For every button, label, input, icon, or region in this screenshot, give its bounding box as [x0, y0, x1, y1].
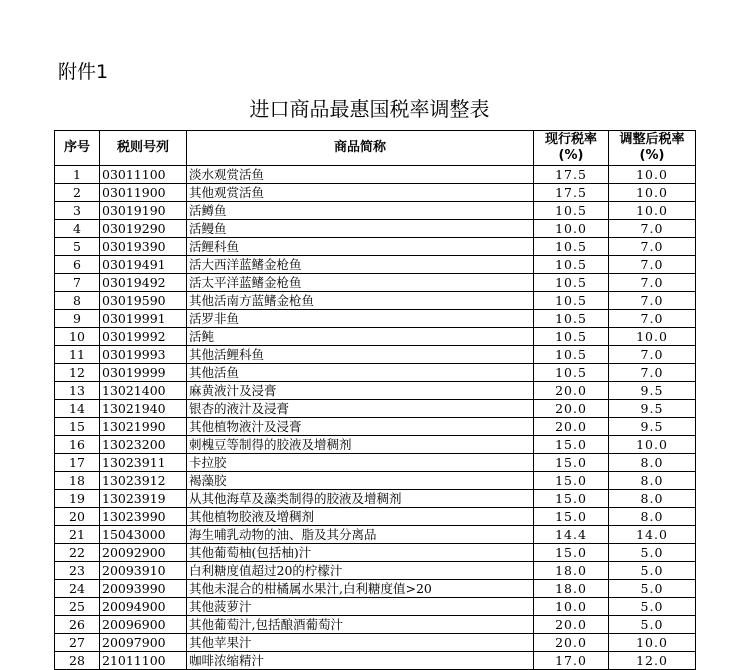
- row-seq: 3: [55, 202, 100, 220]
- attachment-label: 附件1: [58, 61, 109, 83]
- row-name: 其他菠萝汁: [187, 598, 534, 616]
- table-row: [55, 274, 696, 292]
- row-seq: 28: [55, 652, 100, 670]
- row-name: 其他葡萄柚(包括柚)汁: [187, 544, 534, 562]
- row-adjusted-rate: 8.0: [609, 472, 696, 490]
- row-name: 活鲀: [187, 328, 534, 346]
- table-row: [55, 256, 696, 274]
- row-name: 其他活鲤科鱼: [187, 346, 534, 364]
- row-current-rate: 15.0: [534, 490, 609, 508]
- row-code: 20093990: [100, 580, 187, 598]
- row-seq: 2: [55, 184, 100, 202]
- row-code: 13023990: [100, 508, 187, 526]
- table-row: [55, 436, 696, 454]
- row-name: 其他葡萄汁,包括酿酒葡萄汁: [187, 616, 534, 634]
- row-adjusted-rate: 8.0: [609, 508, 696, 526]
- row-name: 银杏的液汁及浸膏: [187, 400, 534, 418]
- row-name: 活大西洋蓝鳍金枪鱼: [187, 256, 534, 274]
- row-name: 淡水观赏活鱼: [187, 166, 534, 184]
- row-name: 活鳟鱼: [187, 202, 534, 220]
- row-current-rate: 15.0: [534, 472, 609, 490]
- row-current-rate: 20.0: [534, 418, 609, 436]
- row-current-rate: 15.0: [534, 508, 609, 526]
- row-seq: 10: [55, 328, 100, 346]
- row-name: 活太平洋蓝鳍金枪鱼: [187, 274, 534, 292]
- table-row: [55, 598, 696, 616]
- row-name: 其他苹果汁: [187, 634, 534, 652]
- table-row: [55, 616, 696, 634]
- table-row: [55, 166, 696, 184]
- row-current-rate: 20.0: [534, 616, 609, 634]
- row-seq: 22: [55, 544, 100, 562]
- row-adjusted-rate: 8.0: [609, 454, 696, 472]
- row-adjusted-rate: 9.5: [609, 382, 696, 400]
- row-seq: 7: [55, 274, 100, 292]
- table-row: [55, 328, 696, 346]
- row-current-rate: 17.5: [534, 184, 609, 202]
- row-code: 03011100: [100, 166, 187, 184]
- table-row: [55, 472, 696, 490]
- row-current-rate: 15.0: [534, 436, 609, 454]
- row-seq: 12: [55, 364, 100, 382]
- row-code: 03019492: [100, 274, 187, 292]
- row-adjusted-rate: 14.0: [609, 526, 696, 544]
- row-adjusted-rate: 7.0: [609, 310, 696, 328]
- row-current-rate: 10.5: [534, 364, 609, 382]
- row-adjusted-rate: 12.0: [609, 652, 696, 670]
- row-current-rate: 10.0: [534, 598, 609, 616]
- row-adjusted-rate: 7.0: [609, 220, 696, 238]
- row-code: 13023912: [100, 472, 187, 490]
- row-adjusted-rate: 10.0: [609, 202, 696, 220]
- row-seq: 26: [55, 616, 100, 634]
- row-code: 03019190: [100, 202, 187, 220]
- row-current-rate: 20.0: [534, 382, 609, 400]
- row-seq: 20: [55, 508, 100, 526]
- row-adjusted-rate: 10.0: [609, 166, 696, 184]
- table-row: [55, 652, 696, 670]
- row-seq: 21: [55, 526, 100, 544]
- table-row: [55, 292, 696, 310]
- table-row: [55, 202, 696, 220]
- row-seq: 27: [55, 634, 100, 652]
- header-name: 商品简称: [187, 131, 534, 166]
- row-name: 其他活鱼: [187, 364, 534, 382]
- row-code: 03019390: [100, 238, 187, 256]
- row-seq: 4: [55, 220, 100, 238]
- table-row: [55, 526, 696, 544]
- table-row: [55, 418, 696, 436]
- row-current-rate: 14.4: [534, 526, 609, 544]
- row-code: 13023911: [100, 454, 187, 472]
- row-name: 活罗非鱼: [187, 310, 534, 328]
- row-code: 03011900: [100, 184, 187, 202]
- row-current-rate: 10.5: [534, 328, 609, 346]
- table-row: [55, 490, 696, 508]
- row-name: 咖啡浓缩精汁: [187, 652, 534, 670]
- row-code: 03019999: [100, 364, 187, 382]
- row-current-rate: 10.5: [534, 238, 609, 256]
- row-code: 03019590: [100, 292, 187, 310]
- table-body: [55, 166, 696, 670]
- header-current-rate-label: 现行税率 (%): [544, 132, 597, 163]
- header-adjusted-rate-label: 调整后税率 (%): [619, 132, 685, 163]
- row-seq: 1: [55, 166, 100, 184]
- row-name: 刺槐豆等制得的胶液及增稠剂: [187, 436, 534, 454]
- row-adjusted-rate: 10.0: [609, 634, 696, 652]
- row-adjusted-rate: 9.5: [609, 418, 696, 436]
- row-adjusted-rate: 5.0: [609, 562, 696, 580]
- row-current-rate: 17.5: [534, 166, 609, 184]
- row-adjusted-rate: 7.0: [609, 292, 696, 310]
- row-current-rate: 15.0: [534, 544, 609, 562]
- table-row: [55, 508, 696, 526]
- row-adjusted-rate: 5.0: [609, 544, 696, 562]
- row-code: 20093910: [100, 562, 187, 580]
- row-code: 13021400: [100, 382, 187, 400]
- row-seq: 6: [55, 256, 100, 274]
- row-seq: 11: [55, 346, 100, 364]
- row-adjusted-rate: 7.0: [609, 256, 696, 274]
- table-row: [55, 364, 696, 382]
- row-seq: 24: [55, 580, 100, 598]
- row-seq: 8: [55, 292, 100, 310]
- row-adjusted-rate: 10.0: [609, 436, 696, 454]
- row-name: 白利糖度值超过20的柠檬汁: [187, 562, 534, 580]
- row-name: 其他植物胶液及增稠剂: [187, 508, 534, 526]
- table-row: [55, 400, 696, 418]
- document-title: 进口商品最惠国税率调整表: [249, 97, 490, 121]
- row-seq: 17: [55, 454, 100, 472]
- row-name: 其他未混合的柑橘属水果汁,白利糖度值>20: [187, 580, 534, 598]
- table-row: [55, 562, 696, 580]
- row-adjusted-rate: 5.0: [609, 580, 696, 598]
- row-code: 13023919: [100, 490, 187, 508]
- row-adjusted-rate: 9.5: [609, 400, 696, 418]
- row-name: 其他活南方蓝鳍金枪鱼: [187, 292, 534, 310]
- header-current-rate: [534, 131, 609, 166]
- row-code: 03019991: [100, 310, 187, 328]
- table-row: [55, 544, 696, 562]
- row-code: 13021990: [100, 418, 187, 436]
- row-code: 03019993: [100, 346, 187, 364]
- row-current-rate: 10.5: [534, 346, 609, 364]
- table-row: [55, 310, 696, 328]
- row-code: 03019992: [100, 328, 187, 346]
- row-name: 褐藻胶: [187, 472, 534, 490]
- row-current-rate: 10.5: [534, 292, 609, 310]
- row-code: 13023200: [100, 436, 187, 454]
- row-seq: 23: [55, 562, 100, 580]
- row-adjusted-rate: 7.0: [609, 346, 696, 364]
- tariff-table: [54, 130, 696, 670]
- row-name: 从其他海草及藻类制得的胶液及增稠剂: [187, 490, 534, 508]
- row-adjusted-rate: 5.0: [609, 616, 696, 634]
- row-seq: 19: [55, 490, 100, 508]
- row-seq: 25: [55, 598, 100, 616]
- table-row: [55, 634, 696, 652]
- row-name: 其他观赏活鱼: [187, 184, 534, 202]
- row-current-rate: 10.5: [534, 256, 609, 274]
- header-seq: 序号: [55, 131, 100, 166]
- row-code: 03019290: [100, 220, 187, 238]
- header-adjusted-rate: [609, 131, 696, 166]
- table-header-row: [55, 131, 696, 166]
- row-seq: 13: [55, 382, 100, 400]
- row-code: 15043000: [100, 526, 187, 544]
- row-name: 海生哺乳动物的油、脂及其分离品: [187, 526, 534, 544]
- table-row: [55, 346, 696, 364]
- row-name: 活鳗鱼: [187, 220, 534, 238]
- header-code: 税则号列: [100, 131, 187, 166]
- row-code: 21011100: [100, 652, 187, 670]
- row-current-rate: 17.0: [534, 652, 609, 670]
- row-name: 其他植物液汁及浸膏: [187, 418, 534, 436]
- table-row: [55, 184, 696, 202]
- row-code: 20097900: [100, 634, 187, 652]
- table-row: [55, 454, 696, 472]
- table-row: [55, 238, 696, 256]
- row-current-rate: 20.0: [534, 634, 609, 652]
- row-current-rate: 20.0: [534, 400, 609, 418]
- row-name: 麻黄液汁及浸膏: [187, 382, 534, 400]
- row-seq: 5: [55, 238, 100, 256]
- table-row: [55, 580, 696, 598]
- row-seq: 14: [55, 400, 100, 418]
- row-adjusted-rate: 10.0: [609, 328, 696, 346]
- row-seq: 15: [55, 418, 100, 436]
- row-code: 20094900: [100, 598, 187, 616]
- row-code: 20092900: [100, 544, 187, 562]
- row-adjusted-rate: 7.0: [609, 364, 696, 382]
- row-name: 卡拉胶: [187, 454, 534, 472]
- row-adjusted-rate: 7.0: [609, 274, 696, 292]
- row-adjusted-rate: 10.0: [609, 184, 696, 202]
- table-row: [55, 220, 696, 238]
- row-current-rate: 15.0: [534, 454, 609, 472]
- row-current-rate: 10.5: [534, 274, 609, 292]
- row-adjusted-rate: 7.0: [609, 238, 696, 256]
- row-current-rate: 18.0: [534, 580, 609, 598]
- row-current-rate: 10.5: [534, 310, 609, 328]
- row-code: 03019491: [100, 256, 187, 274]
- row-code: 20096900: [100, 616, 187, 634]
- row-code: 13021940: [100, 400, 187, 418]
- row-seq: 9: [55, 310, 100, 328]
- row-seq: 16: [55, 436, 100, 454]
- table-row: [55, 382, 696, 400]
- row-current-rate: 18.0: [534, 562, 609, 580]
- row-current-rate: 10.5: [534, 202, 609, 220]
- row-current-rate: 10.0: [534, 220, 609, 238]
- row-seq: 18: [55, 472, 100, 490]
- row-adjusted-rate: 8.0: [609, 490, 696, 508]
- row-adjusted-rate: 5.0: [609, 598, 696, 616]
- row-name: 活鲤科鱼: [187, 238, 534, 256]
